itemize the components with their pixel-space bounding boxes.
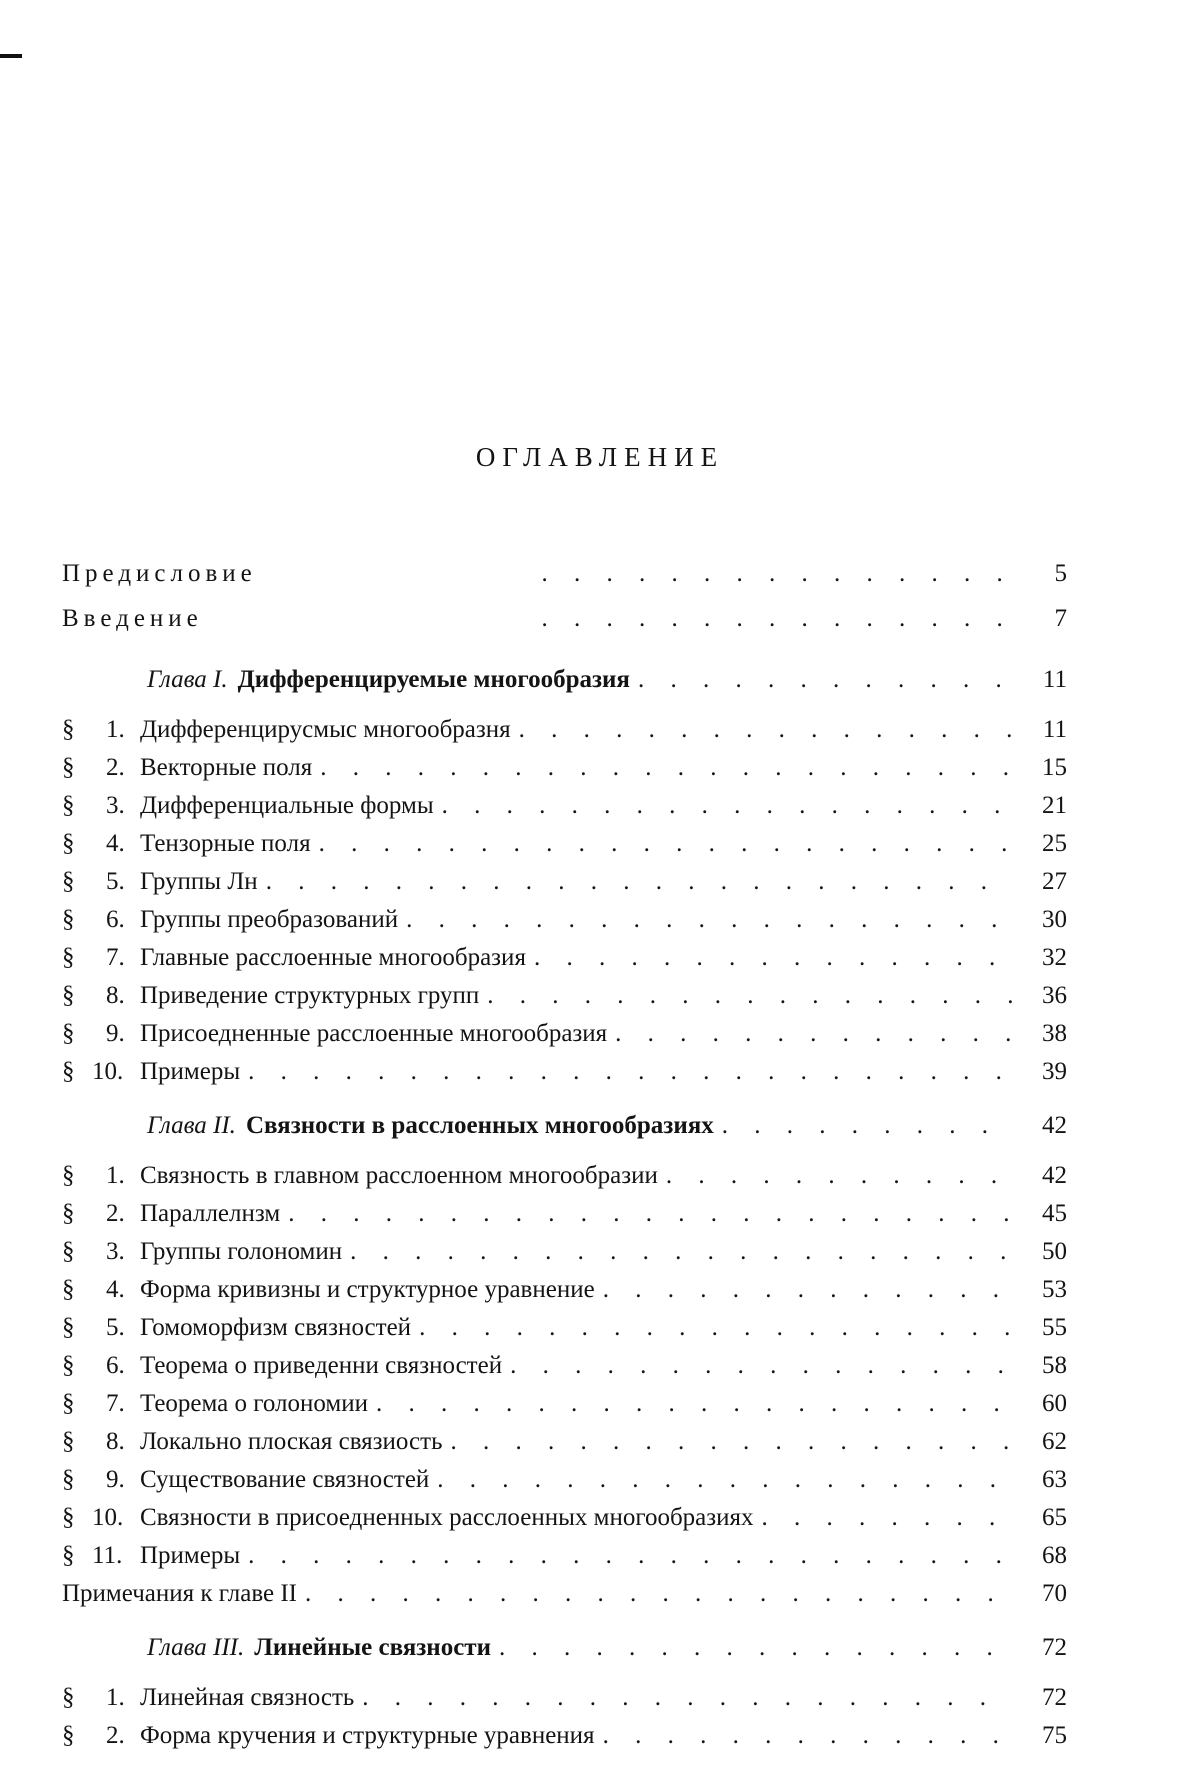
entry-label: Группы преобразований — [140, 906, 399, 933]
entry-page: 63 — [1042, 1466, 1067, 1493]
entry-label: Существование связностей — [140, 1466, 430, 1493]
section-sign: § — [62, 1162, 75, 1189]
section-number: 2. — [106, 1200, 125, 1227]
dot-leader — [437, 1466, 1013, 1494]
toc-entry — [62, 1542, 1067, 1580]
dot-leader — [288, 1200, 1013, 1228]
dot-leader — [519, 716, 1013, 744]
chapter-title: Линейные связности — [254, 1634, 491, 1661]
section-sign: § — [62, 1352, 75, 1379]
dot-leader — [542, 560, 1014, 588]
section-number: 7. — [106, 944, 125, 971]
entry-label: Локально плоская связиость — [140, 1428, 443, 1455]
entry-label: Примечания к главе II — [62, 1580, 298, 1607]
chapter-page: 11 — [1042, 666, 1067, 693]
entry-label: Параллелнзм — [140, 1200, 281, 1227]
entry-page: 25 — [1042, 830, 1067, 857]
page-title: ОГЛАВЛЕНИЕ — [475, 442, 725, 472]
section-sign: § — [62, 1200, 75, 1227]
toc-entry — [62, 1390, 1067, 1428]
entry-page: 53 — [1042, 1276, 1067, 1303]
section-number: 5. — [106, 868, 125, 895]
entry-page: 39 — [1042, 1058, 1067, 1085]
entry-page: 7 — [1054, 605, 1067, 632]
entry-label: Теорема о приведенни связностей — [140, 1352, 503, 1379]
entry-label: Примеры — [140, 1542, 241, 1569]
entry-page: 65 — [1042, 1504, 1067, 1531]
entry-page: 36 — [1042, 982, 1067, 1009]
toc-entry — [62, 982, 1067, 1020]
entry-label: Введение — [62, 605, 203, 632]
entry-label: Главные расслоенные многообразия — [140, 944, 526, 971]
section-number: 7. — [106, 1390, 125, 1417]
entry-label: Предисловие — [62, 560, 257, 587]
dot-leader — [542, 605, 1014, 633]
toc-entry — [62, 906, 1067, 944]
entry-label: Гомоморфизм связностей — [140, 1314, 412, 1341]
dot-leader — [487, 982, 1013, 1010]
section-number: 1. — [106, 1684, 125, 1711]
dot-leader — [762, 1504, 1013, 1532]
section-sign: § — [62, 1722, 75, 1749]
chapter-prefix: Глава III. — [147, 1634, 245, 1661]
section-sign: § — [62, 868, 75, 895]
section-sign: § — [62, 1504, 75, 1531]
toc-entry — [62, 1020, 1067, 1058]
section-number: 1. — [106, 716, 125, 743]
dot-leader — [350, 1238, 1013, 1266]
entry-page: 68 — [1042, 1542, 1067, 1569]
section-number: 5. — [106, 1314, 125, 1341]
section-number: 9. — [106, 1020, 125, 1047]
entry-label: Связности в присоедненных расслоенных многообразиях — [140, 1504, 754, 1531]
entry-page: 5 — [1054, 560, 1067, 587]
entry-label: Группы Лн — [140, 868, 258, 895]
entry-label: Связность в главном расслоенном многообразии — [140, 1162, 658, 1189]
entry-page: 42 — [1042, 1162, 1067, 1189]
chapter-heading — [62, 1634, 1067, 1684]
toc-entry — [62, 1200, 1067, 1238]
chapter-title: Дифференцируемые многообразия — [237, 666, 630, 693]
dot-leader — [376, 1390, 1013, 1418]
toc-entry — [62, 1058, 1067, 1096]
toc-entry — [62, 1162, 1067, 1200]
section-sign: § — [62, 1238, 75, 1265]
section-sign: § — [62, 1276, 75, 1303]
toc-entry — [62, 1722, 1067, 1760]
dot-leader — [266, 868, 1013, 896]
dot-leader — [248, 1542, 1013, 1570]
toc-entry — [62, 1428, 1067, 1466]
chapter-page: 42 — [1042, 1112, 1067, 1139]
entry-page: 58 — [1042, 1352, 1067, 1379]
section-sign: § — [62, 754, 75, 781]
entry-page: 11 — [1042, 716, 1067, 743]
toc-entry — [62, 1352, 1067, 1390]
toc-entry-introduction — [62, 605, 1067, 650]
entry-label: Форма кривизны и структурное уравнение — [140, 1276, 595, 1303]
entry-label: Группы голономин — [140, 1238, 343, 1265]
dot-leader — [320, 754, 1013, 782]
section-number: 6. — [106, 906, 125, 933]
dot-leader — [534, 944, 1013, 972]
section-number: 8. — [106, 1428, 125, 1455]
toc-entry-preface — [62, 560, 1067, 605]
chapter-heading — [62, 1112, 1067, 1162]
entry-label: Приведение структурных групп — [140, 982, 480, 1009]
section-number: 2. — [106, 754, 125, 781]
dot-leader — [248, 1058, 1013, 1086]
dot-leader — [499, 1634, 1013, 1662]
entry-page: 32 — [1042, 944, 1067, 971]
entry-page: 27 — [1042, 868, 1067, 895]
toc-entry — [62, 1466, 1067, 1504]
section-number: 9. — [106, 1466, 125, 1493]
toc-entry — [62, 716, 1067, 754]
dot-leader — [406, 906, 1013, 934]
section-sign: § — [62, 716, 75, 743]
dot-leader — [362, 1684, 1013, 1712]
entry-label: Тензорные поля — [140, 830, 311, 857]
toc-entry-notes — [62, 1580, 1067, 1618]
dot-leader — [510, 1352, 1013, 1380]
entry-label: Форма кручения и структурные уравнения — [140, 1722, 595, 1749]
section-number: 3. — [106, 1238, 125, 1265]
table-of-contents — [62, 560, 1067, 1760]
section-sign: § — [62, 1542, 75, 1569]
entry-label: Примеры — [140, 1058, 241, 1085]
toc-entry — [62, 754, 1067, 792]
dot-leader — [603, 1276, 1013, 1304]
chapter-page: 72 — [1042, 1634, 1067, 1661]
entry-label: Теорема о голономии — [140, 1390, 369, 1417]
entry-page: 50 — [1042, 1238, 1067, 1265]
margin-mark — [0, 54, 22, 58]
chapter-prefix: Глава II. — [147, 1112, 236, 1139]
entry-page: 70 — [1042, 1580, 1067, 1607]
dot-leader — [603, 1722, 1013, 1750]
entry-page: 45 — [1042, 1200, 1067, 1227]
section-number: 4. — [106, 1276, 125, 1303]
entry-page: 72 — [1042, 1684, 1067, 1711]
entry-page: 21 — [1042, 792, 1067, 819]
entry-label: Векторные поля — [140, 754, 313, 781]
entry-page: 60 — [1042, 1390, 1067, 1417]
section-number: 8. — [106, 982, 125, 1009]
dot-leader — [450, 1428, 1013, 1456]
entry-label: Присоедненные расслоенные многообразия — [140, 1020, 608, 1047]
toc-entry — [62, 1504, 1067, 1542]
section-number: 3. — [106, 792, 125, 819]
section-sign: § — [62, 1684, 75, 1711]
chapter-title: Связности в расслоенных многообразиях — [245, 1112, 714, 1139]
dot-leader — [615, 1020, 1013, 1048]
entry-label: Дифференциальные формы — [140, 792, 434, 819]
toc-entry — [62, 1276, 1067, 1314]
entry-page: 62 — [1042, 1428, 1067, 1455]
toc-entry — [62, 830, 1067, 868]
dot-leader — [638, 666, 1013, 694]
section-number: 10. — [92, 1058, 124, 1085]
section-sign: § — [62, 1390, 75, 1417]
entry-page: 55 — [1042, 1314, 1067, 1341]
section-sign: § — [62, 1428, 75, 1455]
section-number: 11. — [92, 1542, 123, 1569]
toc-entry — [62, 1238, 1067, 1276]
section-sign: § — [62, 1020, 75, 1047]
section-number: 2. — [106, 1722, 125, 1749]
toc-entry — [62, 792, 1067, 830]
dot-leader — [442, 792, 1013, 820]
entry-page: 30 — [1042, 906, 1067, 933]
section-sign: § — [62, 944, 75, 971]
dot-leader — [419, 1314, 1013, 1342]
chapter-prefix: Глава I. — [147, 666, 228, 693]
entry-page: 38 — [1042, 1020, 1067, 1047]
entry-page: 15 — [1042, 754, 1067, 781]
dot-leader — [666, 1162, 1013, 1190]
dot-leader — [722, 1112, 1013, 1140]
dot-leader — [305, 1580, 1013, 1608]
section-number: 10. — [92, 1504, 124, 1531]
section-sign: § — [62, 1466, 75, 1493]
section-number: 6. — [106, 1352, 125, 1379]
toc-entry — [62, 868, 1067, 906]
section-sign: § — [62, 792, 75, 819]
chapter-heading — [62, 666, 1067, 716]
toc-entry — [62, 1684, 1067, 1722]
entry-label: Линейная связность — [140, 1684, 355, 1711]
toc-entry — [62, 1314, 1067, 1352]
section-number: 1. — [106, 1162, 125, 1189]
dot-leader — [319, 830, 1013, 858]
section-number: 4. — [106, 830, 125, 857]
entry-page: 75 — [1042, 1722, 1067, 1749]
toc-entry — [62, 944, 1067, 982]
section-sign: § — [62, 982, 75, 1009]
section-sign: § — [62, 1058, 75, 1085]
section-sign: § — [62, 906, 75, 933]
section-sign: § — [62, 830, 75, 857]
entry-label: Дифференцирусмыс многообразня — [140, 716, 511, 743]
section-sign: § — [62, 1314, 75, 1341]
